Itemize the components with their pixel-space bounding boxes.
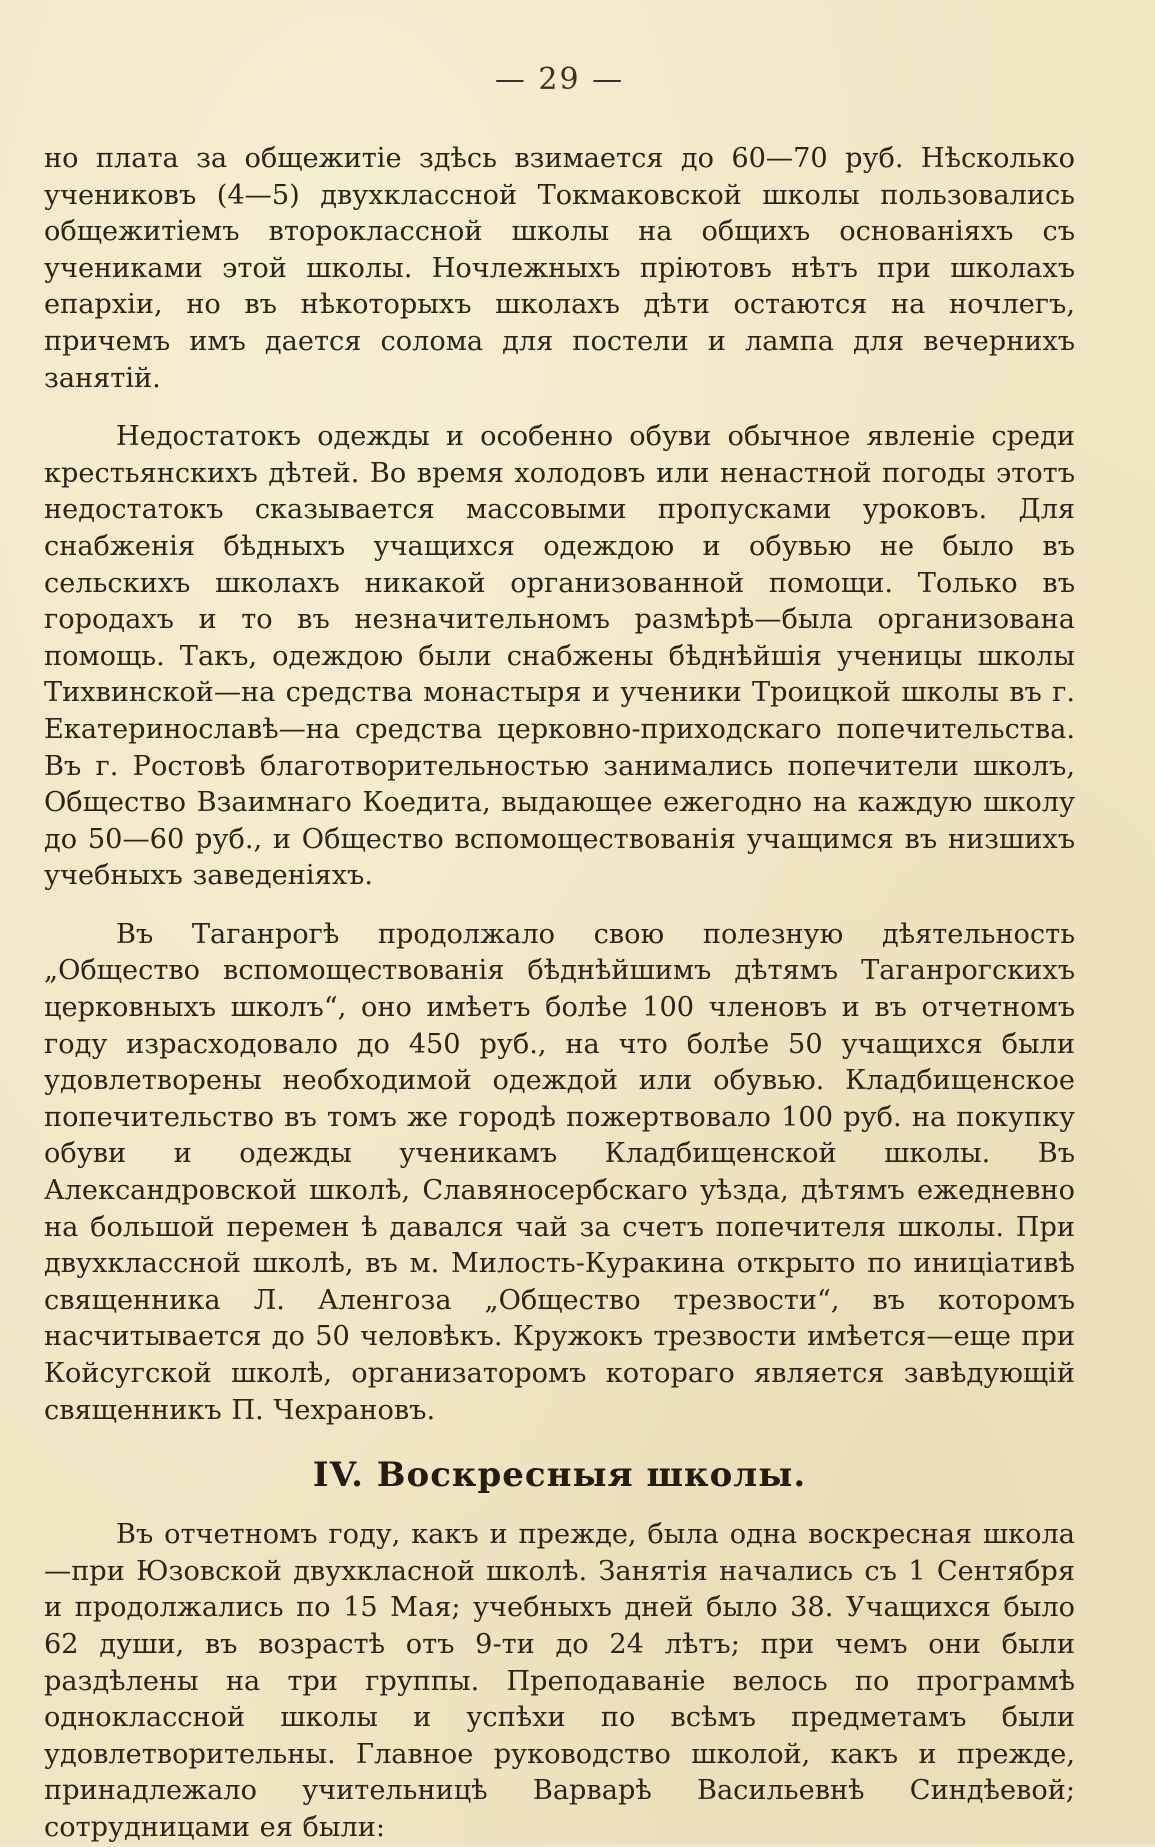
paragraph-sunday-school: Въ отчетномъ году, какъ и прежде, была одна воскресная школа—при Юзовской двухкласной школѣ. Занятія начались съ 1 Сентября и продолжались по 15 Мая; учебныхъ дней было 38. Учащихся было 62 души, въ возрастѣ отъ 9-ти до 24 лѣтъ; при чемъ они были раздѣлены на три группы. Преподаваніе велось по программѣ одноклассной школы и успѣхи по всѣмъ предметамъ были удовлетворительны. Главное руководство школой, какъ и прежде, принадлежало учительницѣ Варварѣ Васильевнѣ Синдѣевой; сотрудницами ея были: <box>44 1519 1075 1843</box>
section-heading: IV. Воскресныя школы. <box>312 1455 807 1496</box>
page-number: — 29 — <box>494 62 625 97</box>
paragraph-clothing-shortage: Недостатокъ одежды и особенно обуви обычное явленіе среди крестьянскихъ дѣтей. Во время холодовъ или ненастной погоды этотъ недостатокъ сказывается массовыми пропусками уроковъ. Для снабженія бѣдныхъ учащихся одеждою и обувью не было въ сельскихъ школахъ никакой организованной помощи. Только въ городахъ и то въ незначительномъ размѣрѣ—была организована помощь. Такъ, одеждою были снабжены бѣднѣйшія ученицы школы Тихвинской—на средства монастыря и ученики Троицкой школы въ г. Екатеринославѣ—на средства церковно-приходскаго попечительства. Въ г. Ростовѣ благотворительностью занимались попечители школъ, Общество Взаимнаго Коедита, выдающее ежегодно на каждую школу до 50—60 руб., и Общество вспомоществованія учащимся въ низшихъ учебныхъ заведеніяхъ. <box>44 421 1075 892</box>
paragraph-taganrog-society: Въ Таганрогѣ продолжало свою полезную дѣятельность „Общество вспомоществованія бѣднѣйшимъ дѣтямъ Таганрогскихъ церковныхъ школъ“, оно имѣетъ болѣе 100 членовъ и въ отчетномъ году израсходовало до 450 руб., на что болѣе 50 учащихся были удовлетворены необходимой одеждой или обувью. Кладбищенское попечительство въ томъ же городѣ пожертвовало 100 руб. на покупку обуви и одежды ученикамъ Кладбищенской школы. Въ Александровской школѣ, Славяносербскаго уѣзда, дѣтямъ ежедневно на большой перемен ѣ давался чай за счетъ попечителя школы. При двухклассной школѣ, въ м. Милость-Куракина открыто по иниціативѣ священника Л. Аленгоза „Общество трезвости“, въ которомъ насчитывается до 50 человѣкъ. Кружокъ трезвости имѣется—еще при Койсугской школѣ, организаторомъ котораго является завѣдующій священникъ П. Чехрановъ. <box>44 918 1075 1426</box>
paragraph-continuation: но плата за общежитіе здѣсь взимается до 60—70 руб. Нѣсколько учениковъ (4—5) двухклассной Токмаковской школы пользовались общежитіемъ второклассной школы на общихъ основаніяхъ съ учениками этой школы. Ночлежныхъ пріютовъ нѣтъ при школахъ епархіи, но въ нѣкоторыхъ школахъ дѣти остаются на ночлегъ, причемъ имъ дается солома для постели и лампа для вечернихъ занятій. <box>44 143 1075 394</box>
